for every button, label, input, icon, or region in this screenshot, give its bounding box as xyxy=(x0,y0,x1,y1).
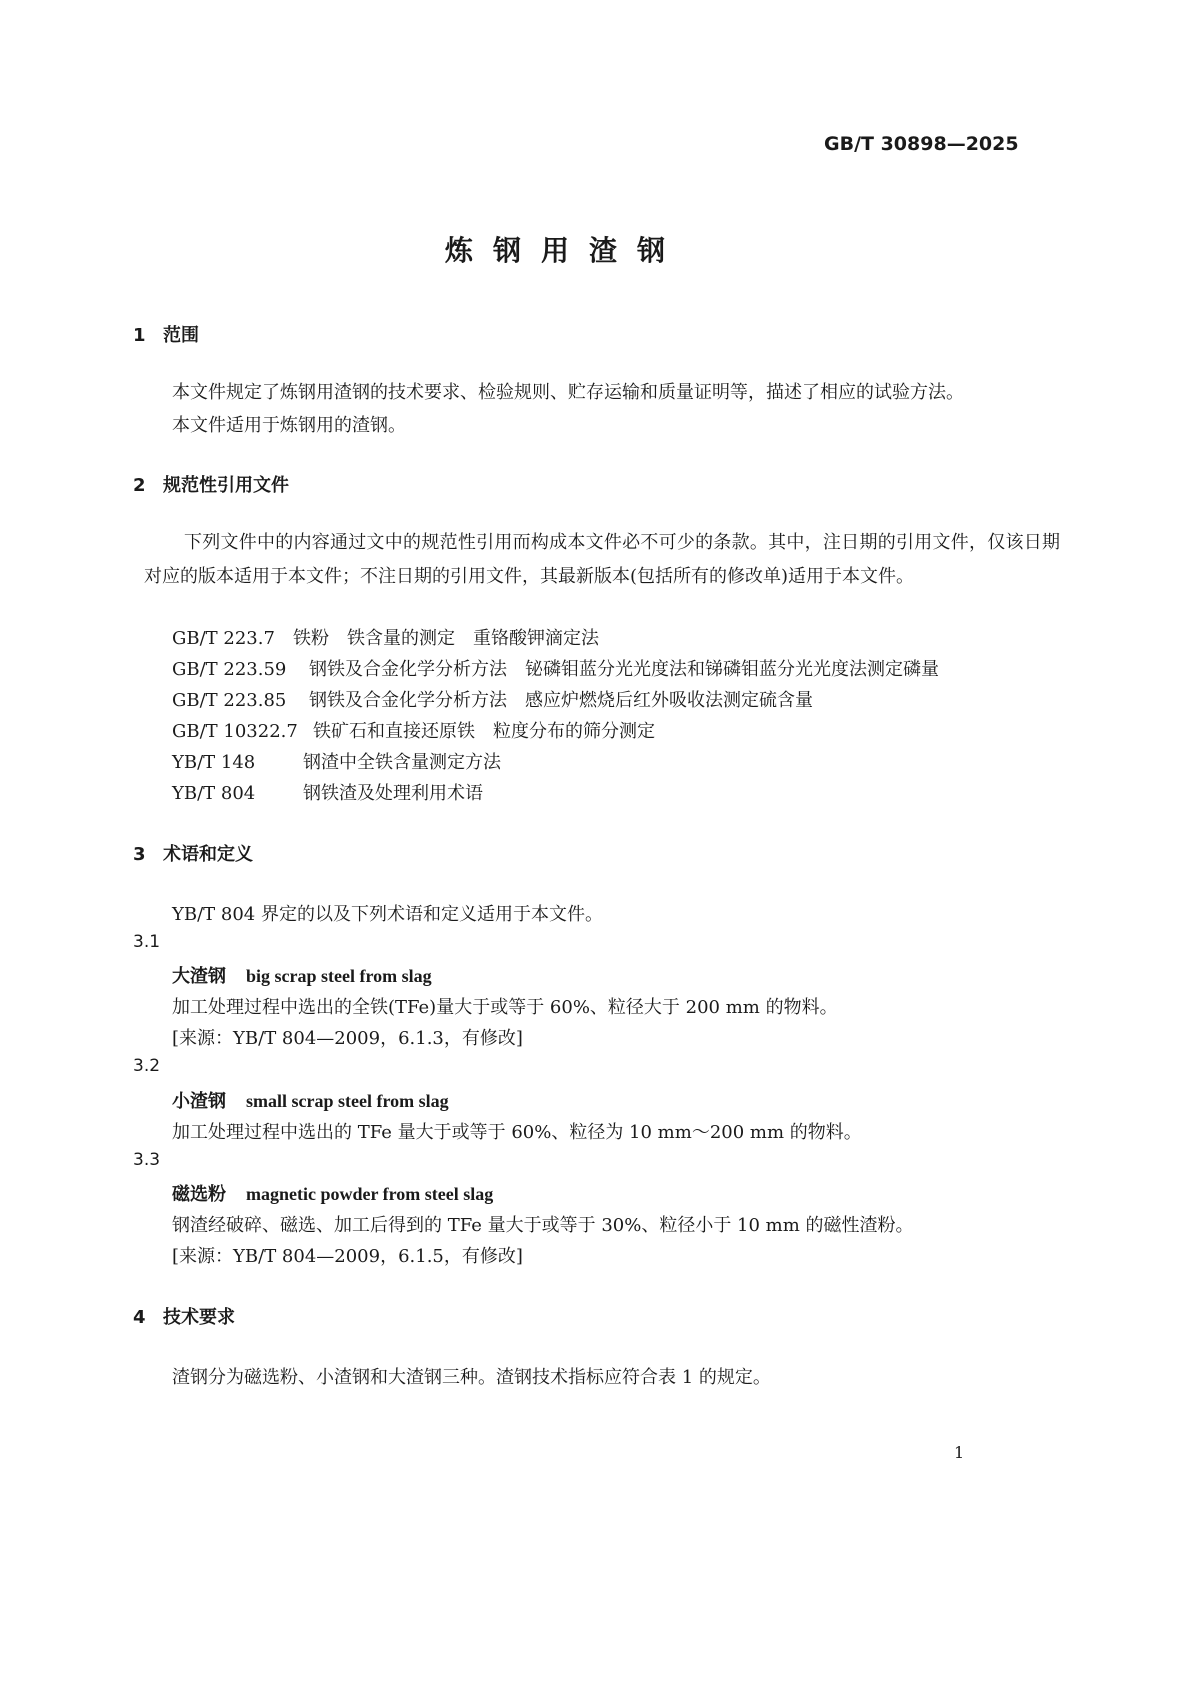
document-title: 炼钢用渣钢 xyxy=(445,234,686,267)
term-number: 3.3 xyxy=(133,1150,161,1170)
term-heading xyxy=(172,962,432,988)
section-title: 术语和定义 xyxy=(163,844,253,865)
paragraph: 本文件规定了炼钢用渣钢的技术要求、检验规则、贮存运输和质量证明等，描述了相应的试验方法。 xyxy=(172,382,964,403)
reference-title: 钢铁及合金化学分析方法 感应炉燃烧后红外吸收法测定硫含量 xyxy=(309,690,813,711)
reference-code: YB/T 148 xyxy=(172,752,256,773)
reference-code: YB/T 804 xyxy=(172,783,256,804)
term-chinese: 大渣钢 xyxy=(172,966,226,987)
section-title: 技术要求 xyxy=(163,1307,235,1328)
term-english: magnetic powder from steel slag xyxy=(246,1184,494,1204)
term-definition: 钢渣经破碎、磁选、加工后得到的 TFe 量大于或等于 30%、粒径小于 10 mm 的磁性渣粉。 xyxy=(172,1215,914,1236)
reference-code: GB/T 10322.7 xyxy=(172,721,298,742)
reference-title: 铁矿石和直接还原铁 粒度分布的筛分测定 xyxy=(313,721,655,742)
reference-code: GB/T 223.59 xyxy=(172,659,287,680)
section-heading-1 xyxy=(133,321,199,347)
section-number: 2 xyxy=(133,475,146,496)
term-heading xyxy=(172,1180,493,1206)
reference-title: 钢铁及合金化学分析方法 铋磷钼蓝分光光度法和锑磷钼蓝分光光度法测定磷量 xyxy=(309,659,939,680)
reference-title: 铁粉 铁含量的测定 重铬酸钾滴定法 xyxy=(293,628,599,649)
term-number: 3.1 xyxy=(133,932,161,952)
term-source: [来源：YB/T 804—2009，6.1.5，有修改] xyxy=(172,1246,523,1267)
section-number: 4 xyxy=(133,1307,146,1328)
section-heading-3 xyxy=(133,840,253,866)
page-number: 1 xyxy=(954,1443,965,1462)
term-english: small scrap steel from slag xyxy=(246,1091,449,1111)
term-definition: 加工处理过程中选出的全铁(TFe)量大于或等于 60%、粒径大于 200 mm 的物料。 xyxy=(172,997,838,1018)
section-number: 3 xyxy=(133,844,146,865)
section-title: 范围 xyxy=(163,325,199,346)
reference-item xyxy=(172,717,655,743)
term-chinese: 小渣钢 xyxy=(172,1091,226,1112)
standard-number: GB/T 30898—2025 xyxy=(824,133,1019,155)
reference-title: 钢铁渣及处理利用术语 xyxy=(303,783,483,804)
section-title: 规范性引用文件 xyxy=(163,475,289,496)
term-source: [来源：YB/T 804—2009，6.1.3，有修改] xyxy=(172,1028,523,1049)
term-heading xyxy=(172,1087,449,1113)
term-english: big scrap steel from slag xyxy=(246,966,432,986)
reference-title: 钢渣中全铁含量测定方法 xyxy=(303,752,501,773)
reference-item xyxy=(172,686,813,712)
paragraph-intro: YB/T 804 界定的以及下列术语和定义适用于本文件。 xyxy=(172,904,603,925)
term-chinese: 磁选粉 xyxy=(172,1184,226,1205)
reference-item xyxy=(172,624,599,650)
reference-item xyxy=(172,779,483,805)
reference-item xyxy=(172,748,501,774)
reference-code: GB/T 223.7 xyxy=(172,628,275,649)
section-number: 1 xyxy=(133,325,146,346)
paragraph: 本文件适用于炼钢用的渣钢。 xyxy=(172,415,406,436)
section-heading-2 xyxy=(133,471,289,497)
paragraph: 渣钢分为磁选粉、小渣钢和大渣钢三种。渣钢技术指标应符合表 1 的规定。 xyxy=(172,1367,771,1388)
paragraph-intro: 下列文件中的内容通过文中的规范性引用而构成本文件必不可少的条款。其中，注日期的引用文件，仅该日期对应的版本适用于本文件；不注日期的引用文件，其最新版本(包括所有的修改单)适用于本文件。 xyxy=(144,532,1060,587)
section-heading-4 xyxy=(133,1303,235,1329)
term-definition: 加工处理过程中选出的 TFe 量大于或等于 60%、粒径为 10 mm～200 mm 的物料。 xyxy=(172,1122,862,1143)
reference-code: GB/T 223.85 xyxy=(172,690,287,711)
term-number: 3.2 xyxy=(133,1056,161,1076)
reference-item xyxy=(172,655,939,681)
